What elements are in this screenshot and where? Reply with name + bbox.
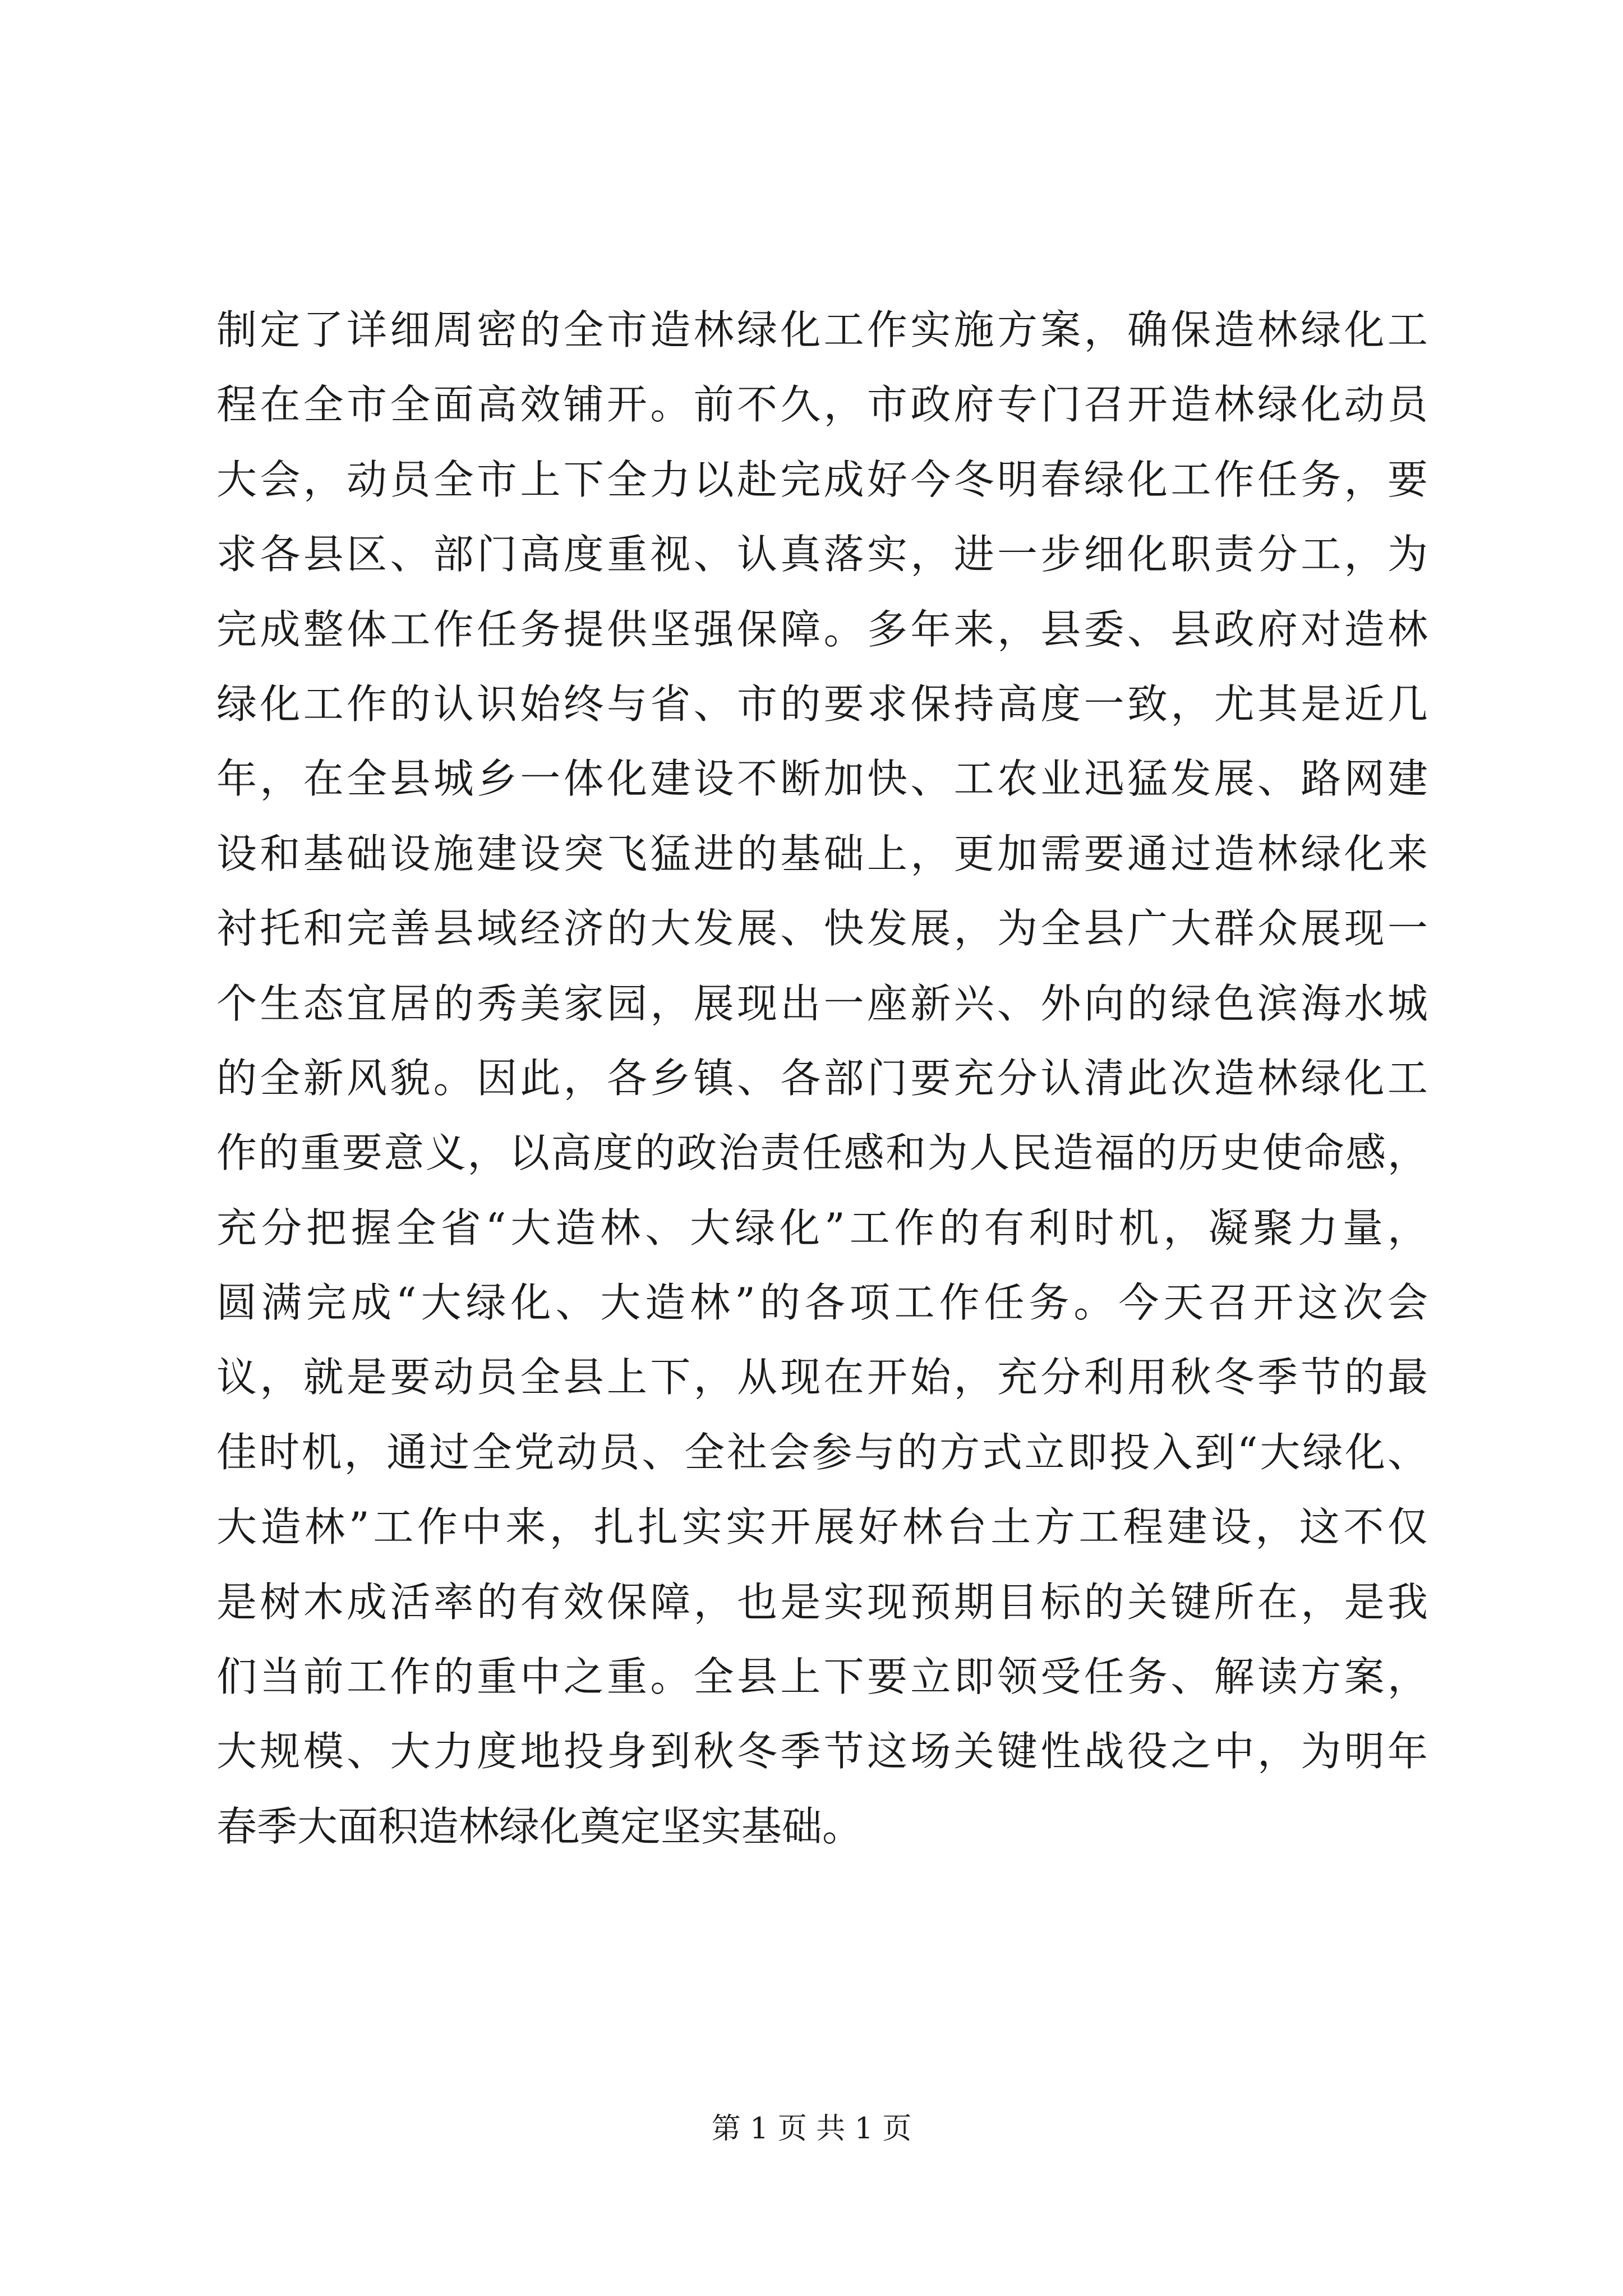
text-line: 大规模、大力度地投身到秋冬季节这场关键性战役之中，为明年 bbox=[216, 1728, 1428, 1775]
text-line: 完成整体工作任务提供坚强保障。多年来，县委、县政府对造林 bbox=[216, 605, 1428, 653]
text-line: 大造林”工作中来，扎扎实实开展好林台土方工程建设，这不仅 bbox=[216, 1503, 1428, 1551]
text-line-last: 春季大面积造林绿化奠定坚实基础。 bbox=[216, 1802, 863, 1850]
text-line: 议，就是要动员全县上下，从现在开始，充分利用秋冬季节的最 bbox=[216, 1354, 1428, 1401]
text-line: 大会，动员全市上下全力以赴完成好今冬明春绿化工作任务，要 bbox=[216, 455, 1428, 503]
text-line: 们当前工作的重中之重。全县上下要立即领受任务、解读方案， bbox=[216, 1653, 1428, 1701]
text-line: 程在全市全面高效铺开。前不久，市政府专门召开造林绿化动员 bbox=[216, 381, 1428, 429]
text-line: 的全新风貌。因此，各乡镇、各部门要充分认清此次造林绿化工 bbox=[216, 1054, 1428, 1102]
text-line: 绿化工作的认识始终与省、市的要求保持高度一致，尤其是近几 bbox=[216, 680, 1428, 728]
text-line: 充分把握全省“大造林、大绿化”工作的有利时机，凝聚力量， bbox=[216, 1204, 1428, 1251]
page-footer bbox=[0, 2109, 1623, 2148]
text-line: 衬托和完善县域经济的大发展、快发展，为全县广大群众展现一 bbox=[216, 905, 1428, 953]
text-line: 求各县区、部门高度重视、认真落实，进一步细化职责分工，为 bbox=[216, 531, 1428, 578]
page-number-label: 第 1 页 共 1 页 bbox=[711, 2112, 912, 2146]
text-line: 佳时机，通过全党动员、全社会参与的方式立即投入到“大绿化、 bbox=[216, 1428, 1428, 1476]
text-line: 设和基础设施建设突飞猛进的基础上，更加需要通过造林绿化来 bbox=[216, 830, 1428, 877]
text-line: 圆满完成“大绿化、大造林”的各项工作任务。今天召开这次会 bbox=[216, 1279, 1428, 1327]
text-line: 个生态宜居的秀美家园，展现出一座新兴、外向的绿色滨海水城 bbox=[216, 979, 1428, 1027]
text-line: 年，在全县城乡一体化建设不断加快、工农业迅猛发展、路网建 bbox=[216, 755, 1428, 803]
text-line: 制定了详细周密的全市造林绿化工作实施方案，确保造林绿化工 bbox=[216, 306, 1428, 353]
text-line: 是树木成活率的有效保障，也是实现预期目标的关键所在，是我 bbox=[216, 1578, 1428, 1626]
text-line: 作的重要意义，以高度的政治责任感和为人民造福的历史使命感， bbox=[216, 1129, 1428, 1177]
body-paragraph bbox=[216, 293, 1428, 1864]
